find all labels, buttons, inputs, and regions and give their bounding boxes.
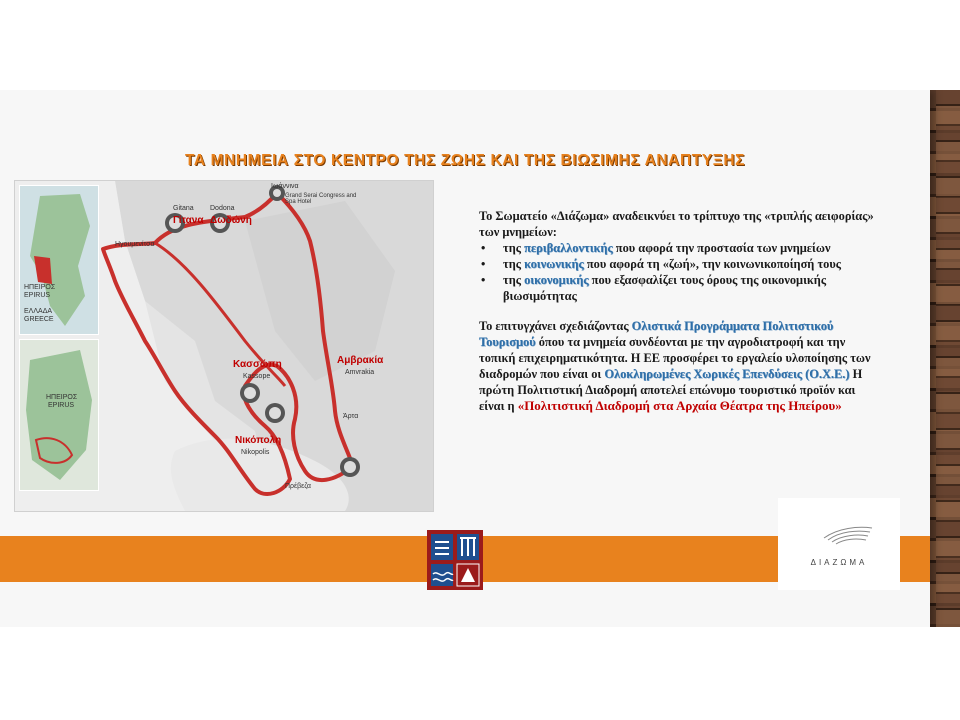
- slide-card: [0, 90, 930, 627]
- list-item: • της κοινωνικής που αφορά τη «ζωή», την κοινωνικοποίησή τους: [503, 256, 879, 272]
- slide-title: ΤΑ ΜΝΗΜΕΙΑ ΣΤΟ ΚΕΝΤΡΟ ΤΗΣ ΖΩΗΣ ΚΑΙ ΤΗΣ ΒΙΩΣΙΜΗΣ ΑΝΑΠΤΥΞΗΣ: [184, 152, 746, 169]
- place-kassopi: Kassope: [243, 373, 271, 380]
- list-item: • της οικονομικής που εξασφαλίζει τους όρους της οικονομικής βιωσιμότητας: [503, 272, 879, 304]
- diazoma-logo-text: ΔΙΑΖΩΜΑ: [810, 558, 868, 567]
- place-igoumenitsa: Ηγουμενίτσα: [115, 241, 155, 248]
- place-amvrakia: Amvrakia: [345, 369, 375, 376]
- place-amvrakia-gr: Αμβρακία: [337, 355, 384, 366]
- inset-label-greece-gr: ΕΛΛΑΔΑ: [24, 308, 53, 315]
- inset-map-greece: [19, 185, 99, 335]
- place-gitana-gr: Γίτανα: [173, 215, 204, 226]
- route-name: «Πολιτιστική Διαδρομή στα Αρχαία Θέατρα της Ηπείρου»: [517, 398, 842, 413]
- place-ioannina-hotel: Grand Serai Congress and Spa Hotel: [285, 193, 357, 205]
- place-preveza: Πρέβεζα: [285, 483, 311, 490]
- place-kassopi-gr: Κασσώπη: [233, 359, 282, 370]
- inset-label-ipeiros: ΗΠΕΙΡΟΣ: [46, 394, 78, 401]
- route-map: [14, 180, 434, 512]
- inset-label-epirus-gr: ΗΠΕΙΡΟΣ: [24, 284, 56, 291]
- list-item: • της περιβαλλοντικής που αφορά την προστασία των μνημείων: [503, 240, 879, 256]
- body-text: [479, 208, 879, 414]
- place-nikopoli: Nikopolis: [241, 449, 270, 456]
- diazoma-logo-icon: [778, 498, 900, 558]
- inset-label-epirus2: EPIRUS: [48, 402, 75, 409]
- place-nikopoli-gr: Νικόπολη: [235, 435, 282, 446]
- place-dodona-gr: Δωδώνη: [210, 215, 252, 226]
- theater-icon-kassopi: [240, 383, 260, 403]
- second-paragraph: Το επιτυγχάνει σχεδιάζοντας Ολιστικά Προγράμματα Πολιτιστικού Τουρισμού όπου τα μνημεία συνδέονται με την αγροδιατροφή και την τοπική επιχειρηματικότητα. Η ΕΕ προσφέρει το εργαλείο υλοποίησης των διαδρομών που είναι οι Ολοκληρωμένες Χωρικές Επενδύσεις (Ο.Χ.Ε.) Η πρώτη Πολιτιστική Διαδρομή αποτελεί επώνυμο τουριστικό προϊόν και είναι η «Πολιτιστική Διαδρομή στα Αρχαία Θέατρα της Ηπείρου»: [479, 319, 871, 413]
- place-ioannina: Ιωάννινα: [271, 183, 299, 190]
- inset-label-greece-en: GREECE: [24, 316, 54, 323]
- theater-icon-nikopoli: [265, 403, 285, 423]
- inset-map-epirus: [19, 339, 99, 491]
- brick-wall-texture: [936, 90, 960, 627]
- slide: [0, 90, 960, 627]
- theater-icon-amvrakia: [340, 457, 360, 477]
- diazoma-logo: [778, 498, 900, 590]
- place-gitana: Gitana: [173, 205, 194, 212]
- sustainability-list: [479, 240, 879, 304]
- intro-paragraph: Το Σωματείο «Διάζωμα» αναδεικνύει το τρίπτυχο της «τριπλής αειφορίας» των μνημείων:: [479, 209, 874, 239]
- place-dodona: Dodona: [210, 205, 235, 212]
- inset-label-epirus-en: EPIRUS: [24, 292, 51, 299]
- place-arta: Άρτα: [343, 413, 359, 420]
- university-emblem-icon: [427, 530, 483, 590]
